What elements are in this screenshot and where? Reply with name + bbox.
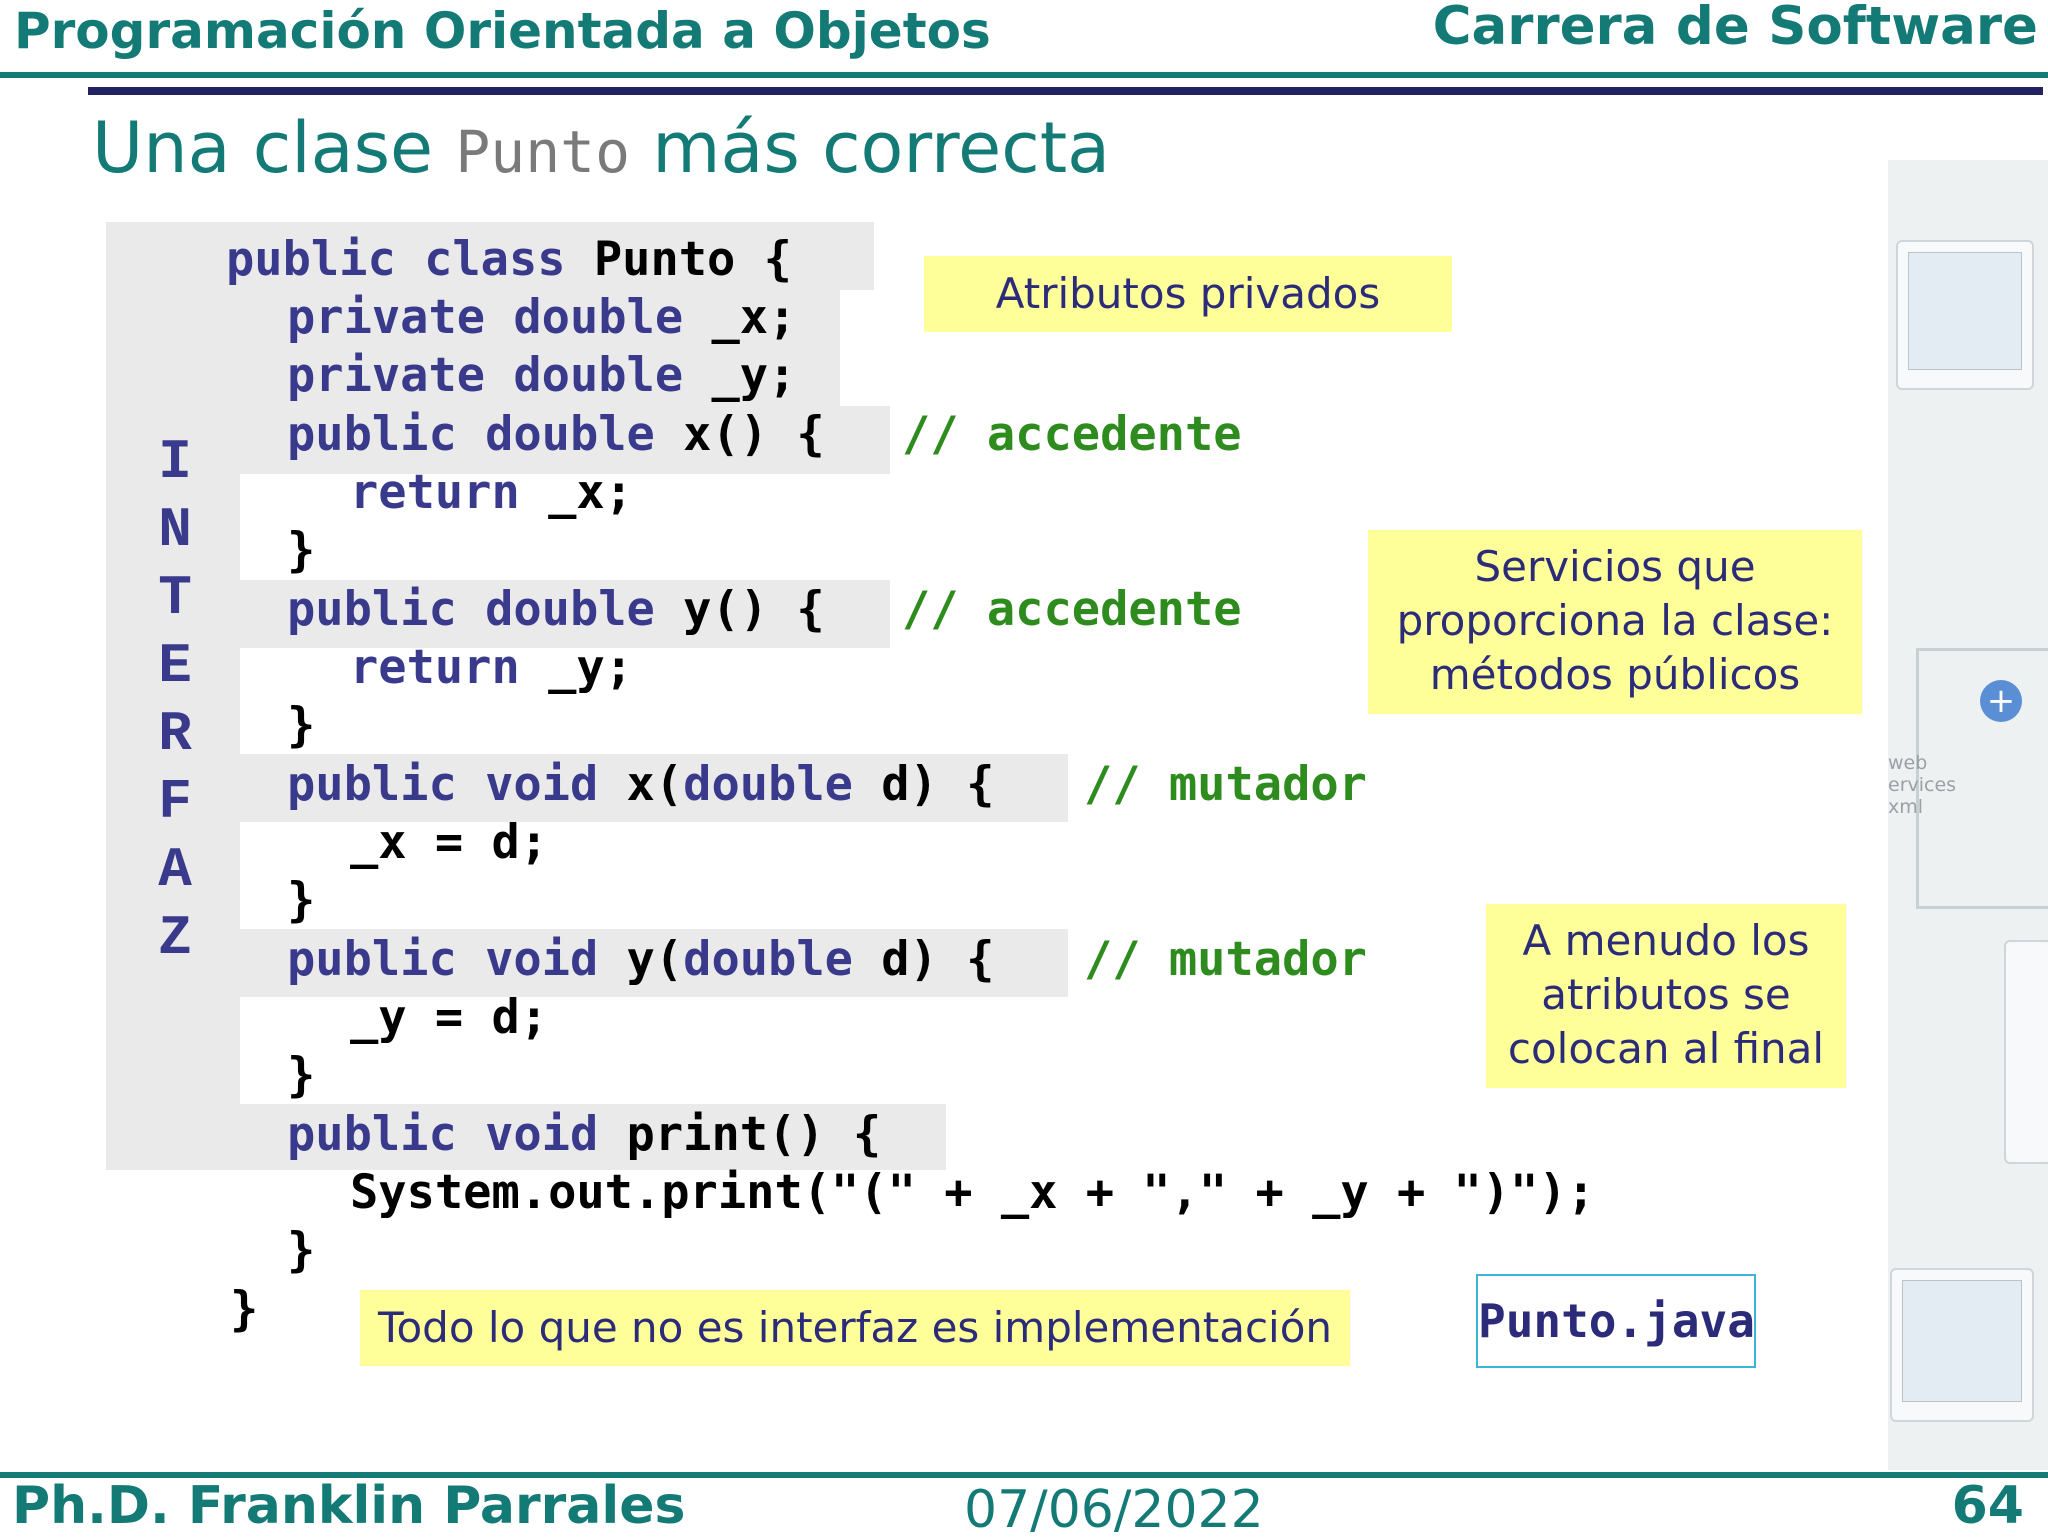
vertical-letter: F — [158, 770, 192, 834]
course-title: Programación Orientada a Objetos — [14, 2, 991, 60]
code-line: } — [230, 1282, 259, 1337]
code-line: public class Punto { — [226, 232, 792, 287]
note-public-services: Servicios que proporciona la clase: métodos públicos — [1368, 530, 1862, 714]
code-line: } — [287, 1223, 316, 1278]
header-rule-teal — [0, 72, 2048, 78]
note-private-attributes: Atributos privados — [924, 256, 1452, 332]
page-number: 64 — [1951, 1476, 2024, 1536]
code-line: public void print() { — [287, 1107, 882, 1162]
code-line: } — [287, 523, 316, 578]
code-line: public double x() { — [287, 407, 825, 462]
connector-line — [1918, 648, 2048, 651]
title-text-after: más correcta — [652, 107, 1111, 189]
code-line: return _y; — [350, 640, 633, 695]
server-icon — [2004, 940, 2048, 1164]
title-class-name: Punto — [455, 118, 630, 186]
code-line: _y = d; — [350, 990, 549, 1045]
vertical-letter: E — [158, 634, 192, 698]
code-line: _x = d; — [350, 815, 549, 870]
vertical-letter: N — [158, 498, 192, 562]
code-line: } — [287, 873, 316, 928]
monitor-icon — [1896, 240, 2034, 390]
interface-vertical-label — [150, 428, 200, 972]
title-text-before: Una clase — [92, 107, 434, 189]
code-line: } — [287, 1048, 316, 1103]
monitor-icon — [1890, 1268, 2034, 1422]
code-line: System.out.print("(" + _x + "," + _y + ")"); — [350, 1165, 1596, 1220]
note-implementation: Todo lo que no es interfaz es implementación — [360, 1290, 1350, 1366]
header-rule-navy — [88, 87, 2043, 95]
code-line: } — [287, 698, 316, 753]
connector-line — [1916, 906, 2048, 909]
vertical-letter: A — [158, 838, 192, 902]
vertical-letter: R — [158, 702, 192, 766]
code-line: public void y(double d) { — [287, 932, 995, 987]
note-attributes-at-end: A menudo los atributos se colocan al final — [1486, 904, 1846, 1088]
code-line: return _x; — [350, 465, 633, 520]
program-title: Carrera de Software — [1432, 0, 2038, 57]
slide-title — [92, 107, 1111, 189]
code-comment: // mutador — [1084, 932, 1367, 987]
vertical-letter: T — [158, 566, 192, 630]
code-line: private double _y; — [287, 348, 797, 403]
code-line: public void x(double d) { — [287, 757, 995, 812]
plus-icon: + — [1980, 680, 2022, 722]
vertical-letter: I — [158, 430, 192, 494]
code-comment: // accedente — [902, 407, 1242, 462]
file-name-label: Punto.java — [1476, 1274, 1756, 1368]
code-line: public double y() { — [287, 582, 825, 637]
decorative-label: web ervices xml — [1888, 752, 1957, 818]
footer-author: Ph.D. Franklin Parrales — [12, 1476, 686, 1536]
code-comment: // accedente — [902, 582, 1242, 637]
vertical-letter: Z — [158, 906, 192, 970]
code-line: private double _x; — [287, 290, 797, 345]
footer-date: 07/06/2022 — [964, 1480, 1264, 1540]
code-comment: // mutador — [1084, 757, 1367, 812]
